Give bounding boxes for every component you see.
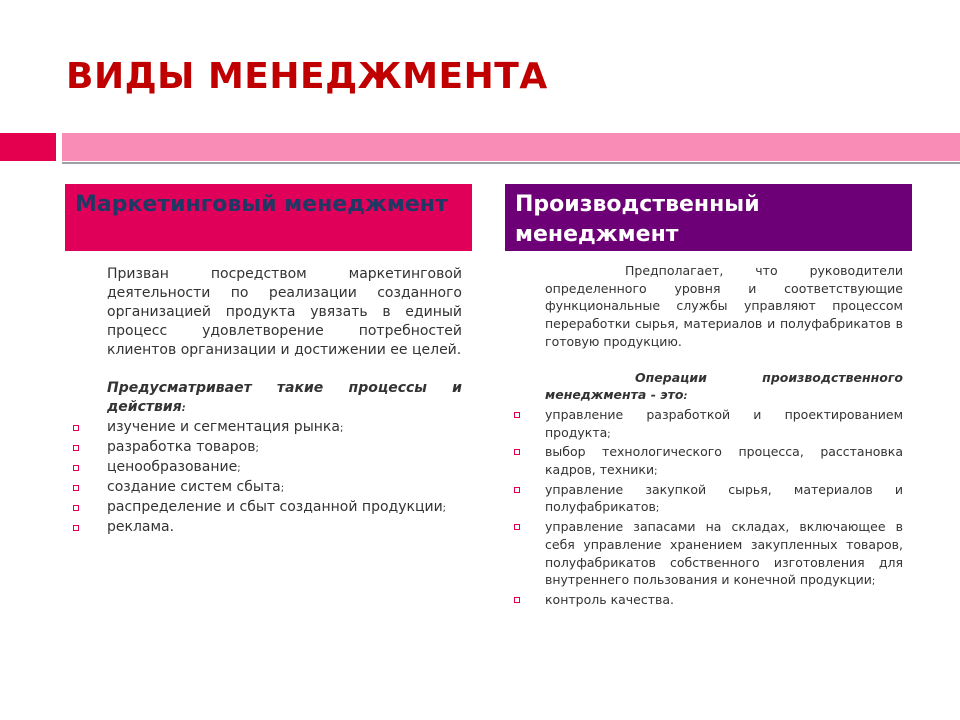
bullet-icon: [73, 465, 79, 471]
list-item: ценообразование;: [107, 458, 462, 478]
production-intro: Предполагает, что руководители определенного уровня и соответствующие функциональные службы управляют процессом переработки сырья, материалов и полуфабрикатов в готовую продукцию.: [545, 263, 903, 349]
accent-band-right: [62, 133, 960, 161]
list-item: управление закупкой сырья, материалов и полуфабрикатов;: [545, 481, 903, 518]
list-item: изучение и сегментация рынка;: [107, 418, 462, 438]
list-item: управление разработкой и проектированием продукта;: [545, 406, 903, 443]
list-item: выбор технологического процесса, расстановка кадров, техники;: [545, 443, 903, 480]
list-item: разработка товаров;: [107, 438, 462, 458]
marketing-intro: Призван посредством маркетинговой деятельности по реализации созданного организацией продукта увязать в единый процесс удовлетворение потребностей клиентов организации и достижении ее целей.: [107, 266, 462, 358]
bullet-icon: [73, 425, 79, 431]
list-item: управление запасами на складах, включающее в себя управление хранением закупленных товаров, полуфабрикатов собственного изготовления для внутреннего пользования и конечной продукции;: [545, 518, 903, 591]
bullet-icon: [514, 487, 520, 493]
bullet-icon: [514, 597, 520, 603]
bullet-icon: [514, 412, 520, 418]
bullet-icon: [73, 525, 79, 531]
list-item: контроль качества.: [545, 591, 903, 609]
marketing-list: [107, 418, 462, 537]
bullet-icon: [73, 485, 79, 491]
bullet-icon: [73, 445, 79, 451]
bullet-icon: [514, 524, 520, 530]
marketing-header: Маркетинговый менеджмент: [65, 184, 472, 251]
bullet-icon: [73, 505, 79, 511]
bullet-icon: [514, 449, 520, 455]
list-item: распределение и сбыт созданной продукции;: [107, 498, 462, 518]
marketing-subheading: Предусматривает такие процессы и действия:: [107, 380, 462, 415]
accent-band-left: [0, 133, 56, 161]
production-column: [545, 262, 903, 609]
list-item: реклама.: [107, 518, 462, 537]
production-subheading: Операции производственного менеджмента - это:: [545, 369, 903, 403]
page-title: ВИДЫ МЕНЕДЖМЕНТА: [66, 56, 548, 97]
production-list: [545, 406, 903, 609]
divider-line: [62, 162, 960, 164]
marketing-column: [107, 265, 462, 537]
production-header: Производственный менеджмент: [505, 184, 912, 251]
list-item: создание систем сбыта;: [107, 478, 462, 498]
